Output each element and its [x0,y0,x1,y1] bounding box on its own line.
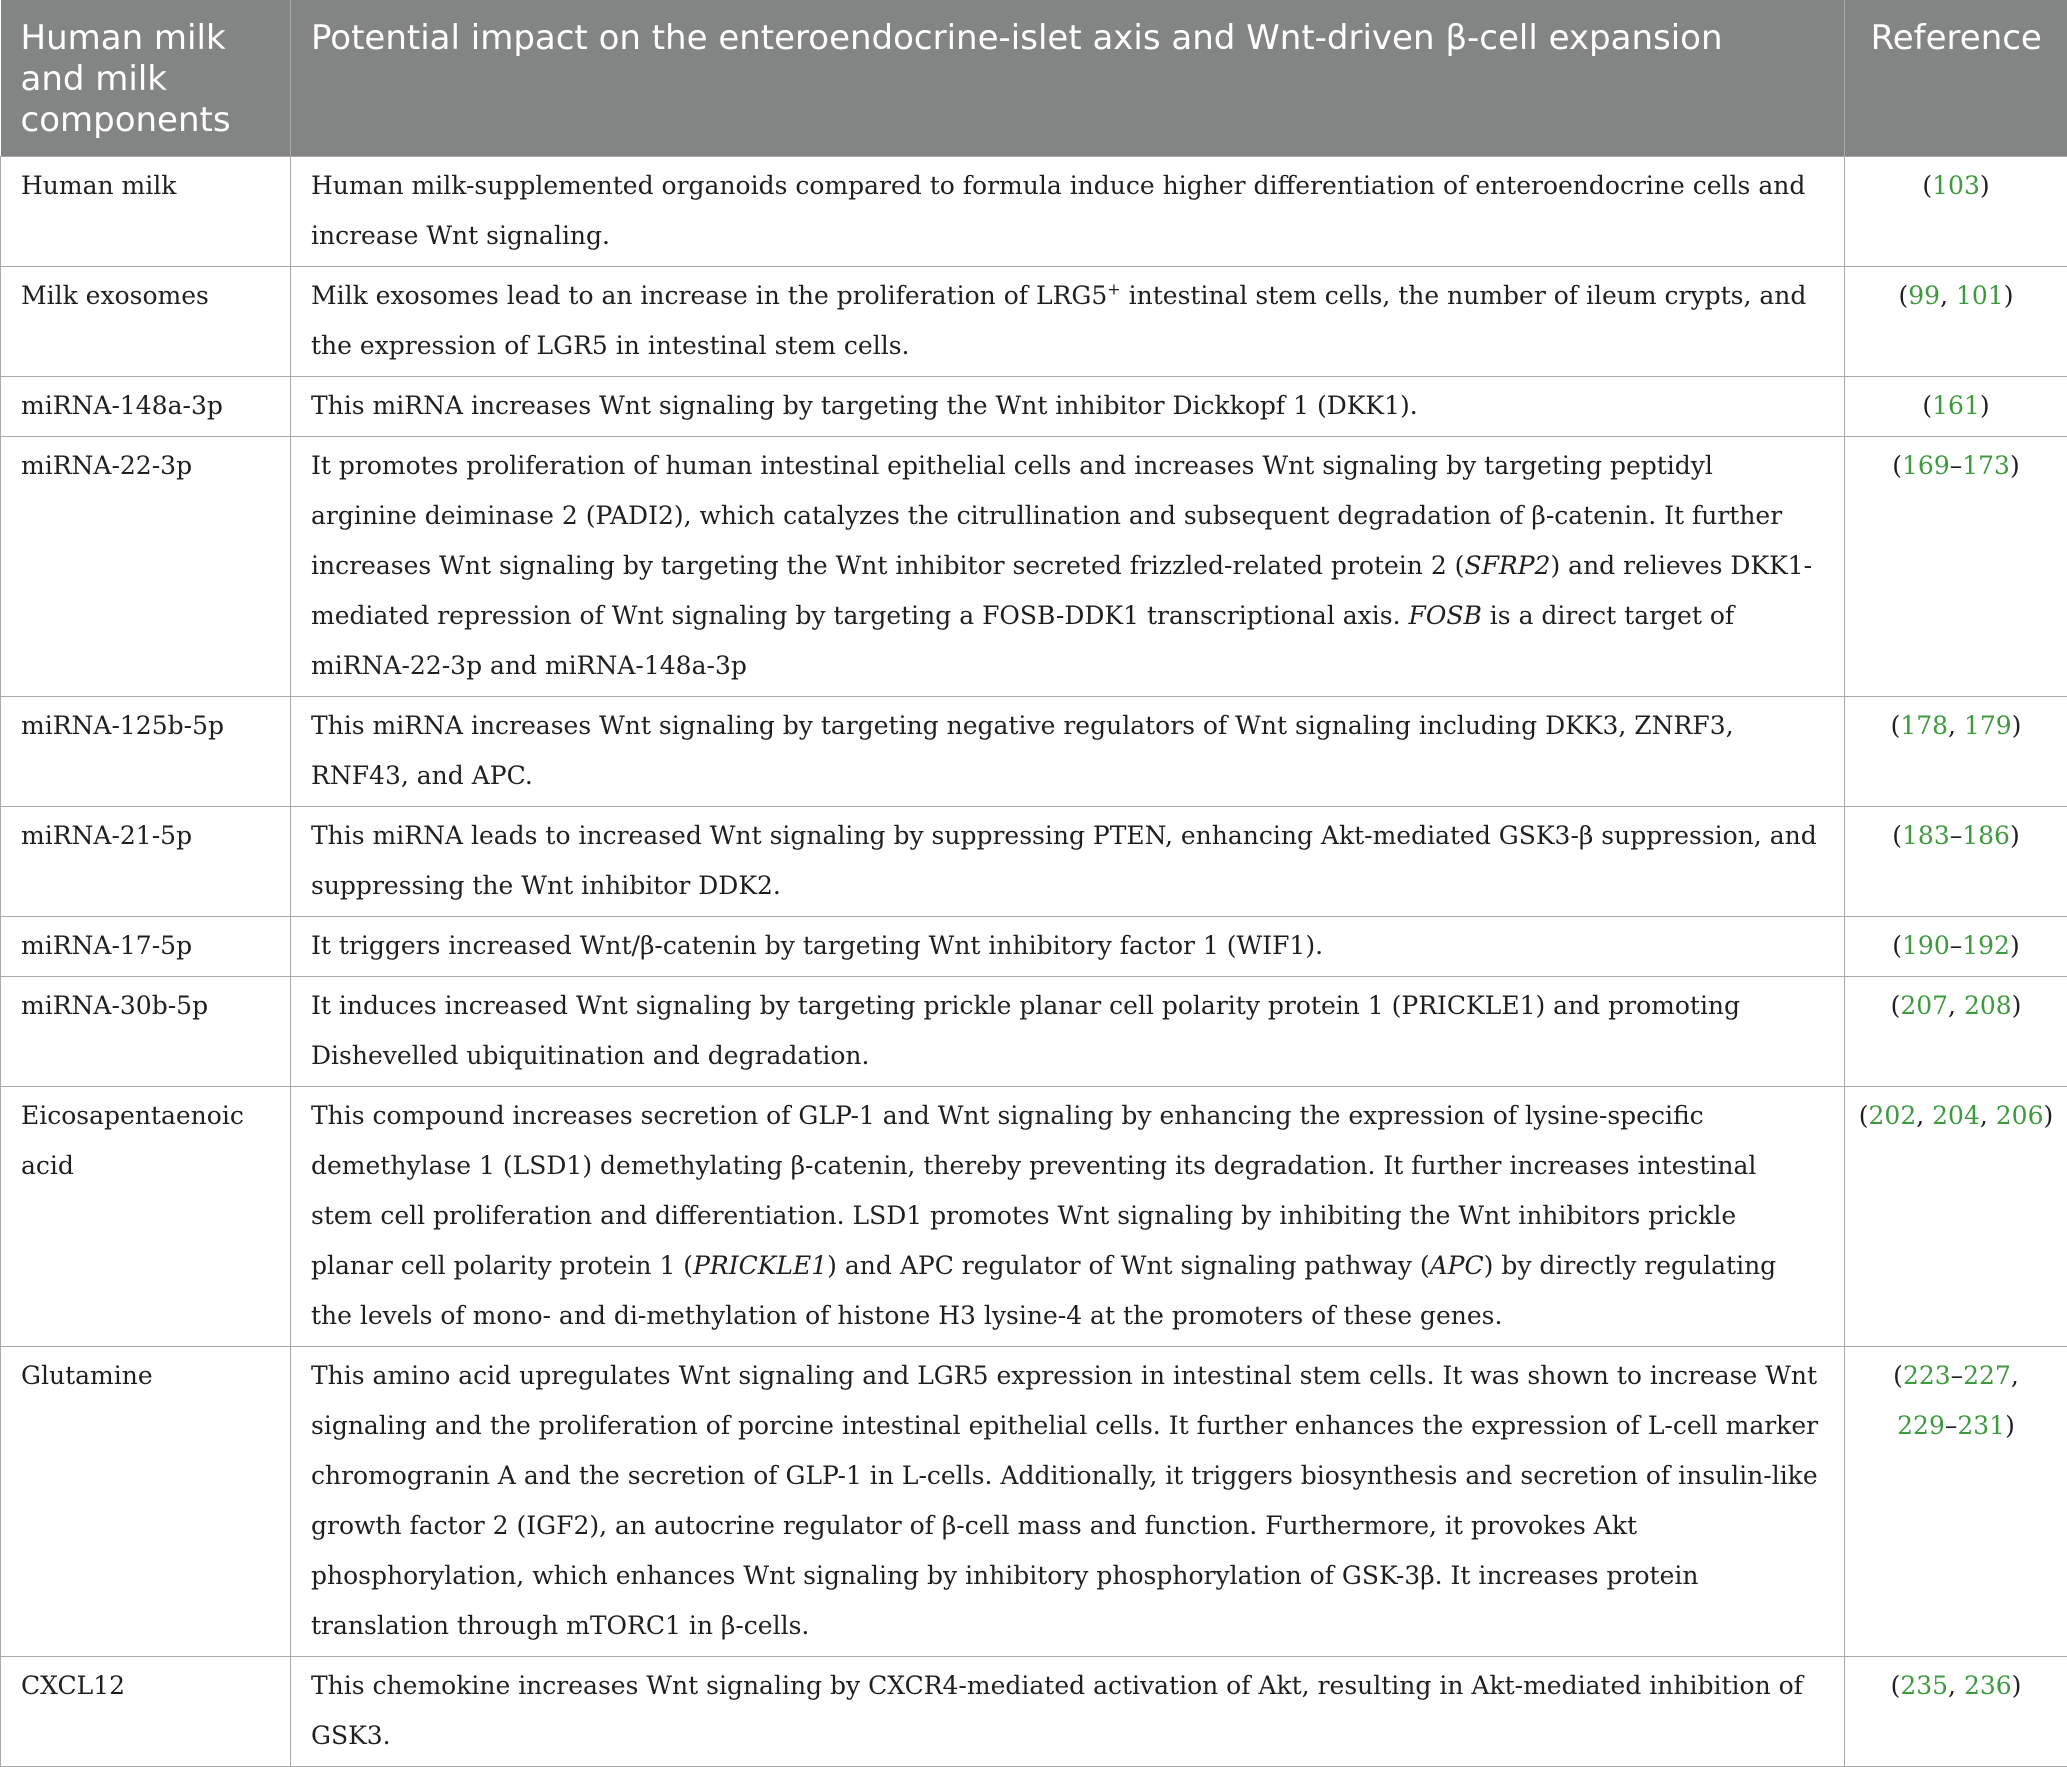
header-reference: Reference [1845,0,2067,156]
reference-link[interactable]: 235 [1900,1671,1948,1700]
reference-link[interactable]: 236 [1964,1671,2012,1700]
reference-cell: (103) [1845,156,2067,266]
reference-link[interactable]: 101 [1956,281,2004,310]
table-row [1,976,2067,1086]
impact-cell: This amino acid upregulates Wnt signaling and LGR5 expression in intestinal stem cells. It was shown to increase Wnt signaling and the proliferation of porcine intestinal epithelial cells. It further enhances the expression of L-cell marker chromogranin A and the secretion of GLP-1 in L-cells. Additionally, it triggers biosynthesis and secretion of insulin-like growth factor 2 (IGF2), an autocrine regulator of β-cell mass and function. Furthermore, it provokes Akt phosphorylation, which enhances Wnt signaling by inhibitory phosphorylation of GSK-3β. It increases protein translation through mTORC1 in β-cells. [291,1346,1845,1656]
reference-cell: (207, 208) [1845,976,2067,1086]
table-row [1,1346,2067,1656]
component-cell: CXCL12 [1,1656,291,1766]
reference-link[interactable]: 179 [1964,711,2012,740]
superscript: + [1107,279,1120,298]
reference-link[interactable]: 103 [1932,171,1980,200]
reference-link[interactable]: 202 [1869,1101,1917,1130]
reference-link[interactable]: 229 [1897,1411,1945,1440]
reference-link[interactable]: 178 [1900,711,1948,740]
reference-link[interactable]: 161 [1932,391,1980,420]
impact-cell: It triggers increased Wnt/β-catenin by targeting Wnt inhibitory factor 1 (WIF1). [291,916,1845,976]
table-row [1,266,2067,376]
impact-cell: This miRNA leads to increased Wnt signaling by suppressing PTEN, enhancing Akt-mediated GSK3-β suppression, and suppressing the Wnt inhibitor DDK2. [291,806,1845,916]
component-cell: miRNA-148a-3p [1,376,291,436]
header-row [1,0,2067,156]
gene-name: PRICKLE1 [693,1251,827,1280]
gene-name: APC [1430,1251,1484,1280]
reference-cell: (161) [1845,376,2067,436]
reference-cell: (178, 179) [1845,696,2067,806]
impact-cell: Human milk-supplemented organoids compared to formula induce higher differentiation of enteroendocrine cells and increase Wnt signaling. [291,156,1845,266]
table-row [1,1656,2067,1766]
table-row [1,806,2067,916]
component-cell: miRNA-17-5p [1,916,291,976]
reference-link[interactable]: 190 [1902,931,1950,960]
reference-cell: (190–192) [1845,916,2067,976]
component-cell: Human milk [1,156,291,266]
header-component: Human milk and milk components [1,0,291,156]
table-row [1,156,2067,266]
reference-link[interactable]: 204 [1932,1101,1980,1130]
reference-cell: (99, 101) [1845,266,2067,376]
impact-cell: This miRNA increases Wnt signaling by targeting negative regulators of Wnt signaling including DKK3, ZNRF3, RNF43, and APC. [291,696,1845,806]
impact-cell: It promotes proliferation of human intestinal epithelial cells and increases Wnt signaling by targeting peptidyl arginine deiminase 2 (PADI2), which catalyzes the citrullination and subsequent degradation of β-catenin. It further increases Wnt signaling by targeting the Wnt inhibitor secreted frizzled-related protein 2 (SFRP2) and relieves DKK1-mediated repression of Wnt signaling by targeting a FOSB-DDK1 transcriptional axis. FOSB is a direct target of miRNA-22-3p and miRNA-148a-3p [291,436,1845,696]
table-row [1,436,2067,696]
reference-link[interactable]: 173 [1962,451,2010,480]
table-header [1,0,2067,156]
component-cell: Glutamine [1,1346,291,1656]
component-cell: Milk exosomes [1,266,291,376]
table-row [1,916,2067,976]
reference-cell: (235, 236) [1845,1656,2067,1766]
table-row [1,696,2067,806]
reference-link[interactable]: 169 [1902,451,1950,480]
table-row [1,1086,2067,1346]
component-cell: Eicosapentaenoic acid [1,1086,291,1346]
reference-cell: (202, 204, 206) [1845,1086,2067,1346]
reference-link[interactable]: 227 [1963,1361,2011,1390]
reference-link[interactable]: 223 [1903,1361,1951,1390]
impact-cell: Milk exosomes lead to an increase in the proliferation of LRG5+ intestinal stem cells, the number of ileum crypts, and the expression of LGR5 in intestinal stem cells. [291,266,1845,376]
component-cell: miRNA-22-3p [1,436,291,696]
reference-link[interactable]: 208 [1964,991,2012,1020]
reference-link[interactable]: 206 [1996,1101,2044,1130]
reference-cell: (169–173) [1845,436,2067,696]
gene-name: SFRP2 [1464,551,1550,580]
header-impact: Potential impact on the enteroendocrine-islet axis and Wnt-driven β-cell expansion [291,0,1845,156]
gene-name: FOSB [1409,601,1482,630]
reference-link[interactable]: 192 [1962,931,2010,960]
reference-link[interactable]: 231 [1957,1411,2005,1440]
table-row [1,376,2067,436]
component-cell: miRNA-125b-5p [1,696,291,806]
reference-link[interactable]: 207 [1900,991,1948,1020]
table-body [1,156,2067,1766]
reference-link[interactable]: 186 [1962,821,2010,850]
impact-cell: This miRNA increases Wnt signaling by targeting the Wnt inhibitor Dickkopf 1 (DKK1). [291,376,1845,436]
reference-link[interactable]: 99 [1908,281,1940,310]
impact-cell: This chemokine increases Wnt signaling by CXCR4-mediated activation of Akt, resulting in Akt-mediated inhibition of GSK3. [291,1656,1845,1766]
impact-cell: This compound increases secretion of GLP-1 and Wnt signaling by enhancing the expression of lysine-specific demethylase 1 (LSD1) demethylating β-catenin, thereby preventing its degradation. It further increases intestinal stem cell proliferation and differentiation. LSD1 promotes Wnt signaling by inhibiting the Wnt inhibitors prickle planar cell polarity protein 1 (PRICKLE1) and APC regulator of Wnt signaling pathway (APC) by directly regulating the levels of mono- and di-methylation of histone H3 lysine-4 at the promoters of these genes. [291,1086,1845,1346]
reference-cell: (223–227, 229–231) [1845,1346,2067,1656]
component-cell: miRNA-30b-5p [1,976,291,1086]
reference-link[interactable]: 183 [1902,821,1950,850]
reference-cell: (183–186) [1845,806,2067,916]
impact-cell: It induces increased Wnt signaling by targeting prickle planar cell polarity protein 1 (PRICKLE1) and promoting Dishevelled ubiquitination and degradation. [291,976,1845,1086]
component-cell: miRNA-21-5p [1,806,291,916]
